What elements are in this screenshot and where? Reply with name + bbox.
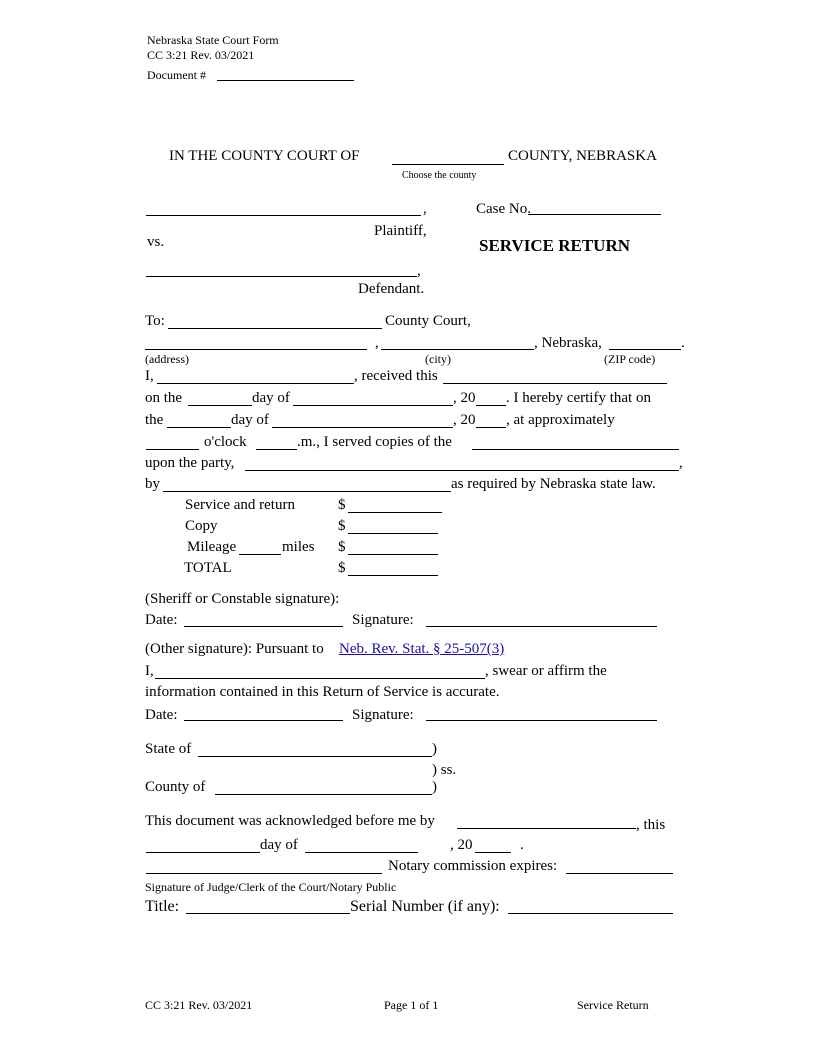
serial-label: Serial Number (if any): <box>350 898 500 915</box>
sheriff-signature-field[interactable] <box>426 626 657 627</box>
served-year-field[interactable] <box>476 427 506 428</box>
dollar-sign: $ <box>338 560 346 576</box>
service-method-field[interactable] <box>163 491 451 492</box>
other-heading: (Other signature): Pursuant to <box>145 641 324 657</box>
served-copies-label: .m., I served copies of the <box>297 434 452 450</box>
case-no-label: Case No. <box>476 201 531 217</box>
on-the-label: on the <box>145 390 183 406</box>
to-label: To: <box>145 313 165 329</box>
court-prefix: IN THE COUNTY COURT OF <box>169 148 360 164</box>
copy-fee-label: Copy <box>185 518 218 534</box>
defendant-label: Defendant. <box>358 281 425 297</box>
statute-link[interactable]: Neb. Rev. Stat. § 25-507(3) <box>339 641 505 657</box>
title-label: Title: <box>145 898 180 915</box>
certify-label: . I hereby certify that on <box>506 390 651 406</box>
footer-form-code: CC 3:21 Rev. 03/2021 <box>145 998 253 1012</box>
vs-label: vs. <box>147 234 165 250</box>
total-label: TOTAL <box>184 560 232 576</box>
party-field[interactable] <box>245 470 679 471</box>
zip-field[interactable] <box>609 349 681 350</box>
other-signature-label: Signature: <box>352 707 414 723</box>
officer-name-field[interactable] <box>157 383 354 384</box>
county-court-label: County Court, <box>385 313 471 329</box>
city-hint: (city) <box>425 352 451 366</box>
serial-number-field[interactable] <box>508 913 673 914</box>
i-label: I, <box>145 368 154 384</box>
defendant-field[interactable] <box>146 276 417 277</box>
received-this-label: , received this <box>354 368 438 384</box>
mileage-fee-field[interactable] <box>348 554 438 555</box>
received-day-field[interactable] <box>188 405 252 406</box>
document-number-field[interactable] <box>217 80 354 81</box>
received-month-field[interactable] <box>293 405 453 406</box>
commission-label: Notary commission expires: <box>388 858 558 874</box>
other-signature-field[interactable] <box>426 720 657 721</box>
footer-title: Service Return <box>577 998 649 1012</box>
sheriff-signature-label: Signature: <box>352 612 414 628</box>
notary-period: . <box>520 837 524 853</box>
county-paren: ) <box>432 779 437 795</box>
total-fee-field[interactable] <box>348 575 438 576</box>
other-i-label: I, <box>145 663 154 679</box>
day-of-label: day of <box>252 390 290 406</box>
hour-field[interactable] <box>146 449 199 450</box>
notary-day-field[interactable] <box>146 852 260 853</box>
acknowledged-by-field[interactable] <box>457 828 636 829</box>
address-hint: (address) <box>145 352 189 366</box>
upon-party-label: upon the party, <box>145 455 235 471</box>
footer-page-number: Page 1 of 1 <box>384 998 439 1012</box>
county-court-field[interactable] <box>168 328 382 329</box>
other-name-field[interactable] <box>155 678 485 679</box>
service-return-fee-label: Service and return <box>185 497 295 513</box>
miles-label: miles <box>282 539 315 555</box>
notary-signature-field[interactable] <box>146 873 382 874</box>
notary-comma-20-label: , 20 <box>450 837 473 853</box>
dollar-sign: $ <box>338 497 346 513</box>
nebraska-label: , Nebraska, <box>534 335 602 351</box>
zip-period: . <box>681 335 685 351</box>
sheriff-heading: (Sheriff or Constable signature): <box>145 591 340 607</box>
city-field[interactable] <box>381 349 534 350</box>
page-title: SERVICE RETURN <box>479 236 631 255</box>
comma-20-label-2: , 20 <box>453 412 476 428</box>
the-label: the <box>145 412 164 428</box>
service-return-fee-field[interactable] <box>348 512 442 513</box>
other-date-label: Date: <box>145 707 178 723</box>
this-label: , this <box>636 817 666 833</box>
sheriff-date-label: Date: <box>145 612 178 628</box>
comma-20-label: , 20 <box>453 390 476 406</box>
court-suffix: COUNTY, NEBRASKA <box>508 148 657 164</box>
state-field[interactable] <box>198 756 432 757</box>
plaintiff-label: Plaintiff, <box>374 223 427 239</box>
miles-field[interactable] <box>239 554 281 555</box>
state-paren: ) <box>432 741 437 757</box>
ss-label: ) ss. <box>432 762 457 778</box>
am-pm-field[interactable] <box>256 449 297 450</box>
dollar-sign: $ <box>338 518 346 534</box>
notary-county-field[interactable] <box>215 794 432 795</box>
mileage-label: Mileage <box>187 539 237 555</box>
county-select-field[interactable] <box>392 164 504 165</box>
served-day-field[interactable] <box>167 427 231 428</box>
served-month-field[interactable] <box>272 427 453 428</box>
acknowledged-label: This document was acknowledged before me by <box>145 813 435 829</box>
notary-day-of-label: day of <box>260 837 298 853</box>
notary-year-field[interactable] <box>475 852 511 853</box>
zip-hint: (ZIP code) <box>604 352 656 366</box>
other-date-field[interactable] <box>184 720 343 721</box>
sheriff-date-field[interactable] <box>184 626 343 627</box>
approx-label: , at approximately <box>506 412 615 428</box>
form-name: Nebraska State Court Form <box>147 33 279 47</box>
dollar-sign: $ <box>338 539 346 555</box>
as-required-label: as required by Nebraska state law. <box>451 476 656 492</box>
plaintiff-comma: , <box>423 201 427 217</box>
signature-caption: Signature of Judge/Clerk of the Court/Notary Public <box>145 880 397 894</box>
oclock-label: o'clock <box>204 434 247 450</box>
case-no-field[interactable] <box>528 214 661 215</box>
party-comma: , <box>679 455 683 471</box>
copy-fee-field[interactable] <box>348 533 438 534</box>
received-year-field[interactable] <box>476 405 506 406</box>
plaintiff-field[interactable] <box>146 215 421 216</box>
swear-label: , swear or affirm the <box>485 663 607 679</box>
city-comma: , <box>375 335 379 351</box>
county-of-label: County of <box>145 779 206 795</box>
received-document-field[interactable] <box>443 383 667 384</box>
state-of-label: State of <box>145 741 192 757</box>
commission-expires-field[interactable] <box>566 873 673 874</box>
county-hint: Choose the county <box>402 170 477 181</box>
title-field[interactable] <box>186 913 350 914</box>
notary-month-field[interactable] <box>305 852 418 853</box>
served-documents-field[interactable] <box>472 449 679 450</box>
address-field[interactable] <box>145 349 367 350</box>
by-label: by <box>145 476 160 492</box>
day-of-label-2: day of <box>231 412 269 428</box>
document-label: Document # <box>147 68 206 82</box>
form-code: CC 3:21 Rev. 03/2021 <box>147 48 255 62</box>
defendant-comma: , <box>417 263 421 279</box>
info-accurate-label: information contained in this Return of Service is accurate. <box>145 684 500 700</box>
